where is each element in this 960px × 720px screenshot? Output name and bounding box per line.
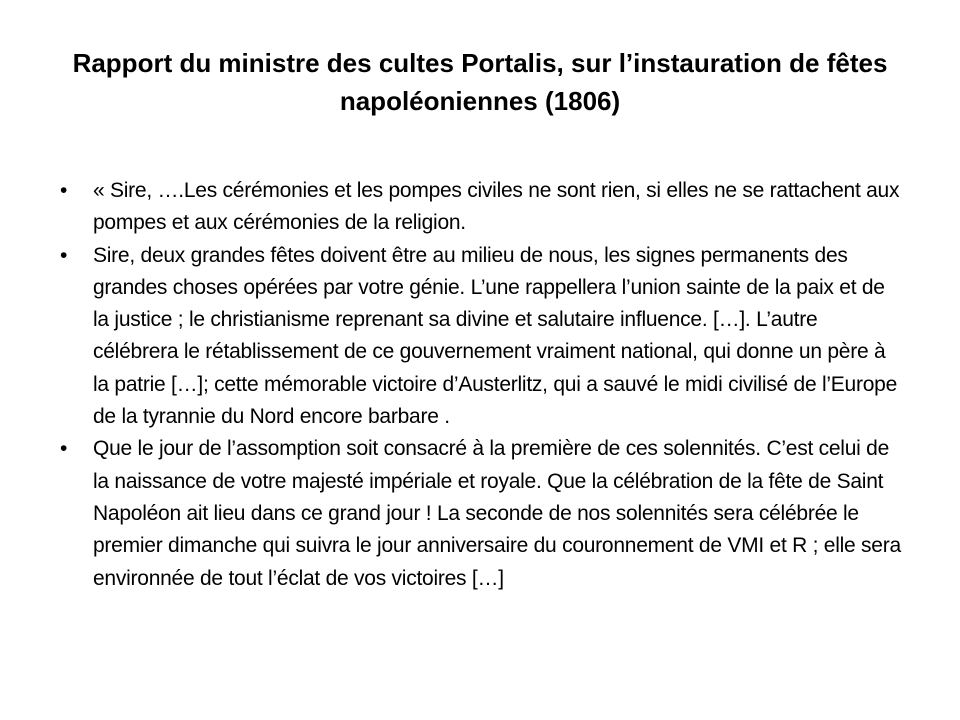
slide-title: Rapport du ministre des cultes Portalis, sur l’instauration de fêtes napoléoniennes (1806) [72,48,888,116]
bullet-icon: • [60,243,68,267]
list-item [60,433,905,594]
list-item-text: Sire, deux grandes fêtes doivent être au milieu de nous, les signes permanents des grandes choses opérées par votre génie. L’une rappellera l’union sainte de la paix et de la justice ; le christianisme reprenant sa divine et salutaire influence. […]. L’autre célébrera le rétablissement de ce gouvernement vraiment national, qui donne un père à la patrie […]; cette mémorable victoire d’Austerlitz, qui a sauvé le midi civilisé de l’Europe de la tyrannie du Nord encore barbare . [93,243,898,429]
list-item-text: « Sire, ….Les cérémonies et les pompes civiles ne sont rien, si elles ne se rattachent aux pompes et aux cérémonies de la religion. [93,179,900,235]
bullet-list [60,175,905,595]
list-item [60,240,905,434]
bullet-icon: • [60,179,68,202]
bullet-icon: • [60,437,68,461]
list-item [60,175,905,240]
list-item-text: Que le jour de l’assomption soit consacré à la première de ces solennités. C’est celui de la naissance de votre majesté impériale et royale. Que la célébration de la fête de Saint Napoléon ait lieu dans ce grand jour ! La seconde de nos solennités sera célébrée le premier dimanche qui suivra le jour anniversaire du couronnement de VMI et R ; elle sera environnée de tout l’éclat de vos victoires […] [93,437,901,590]
